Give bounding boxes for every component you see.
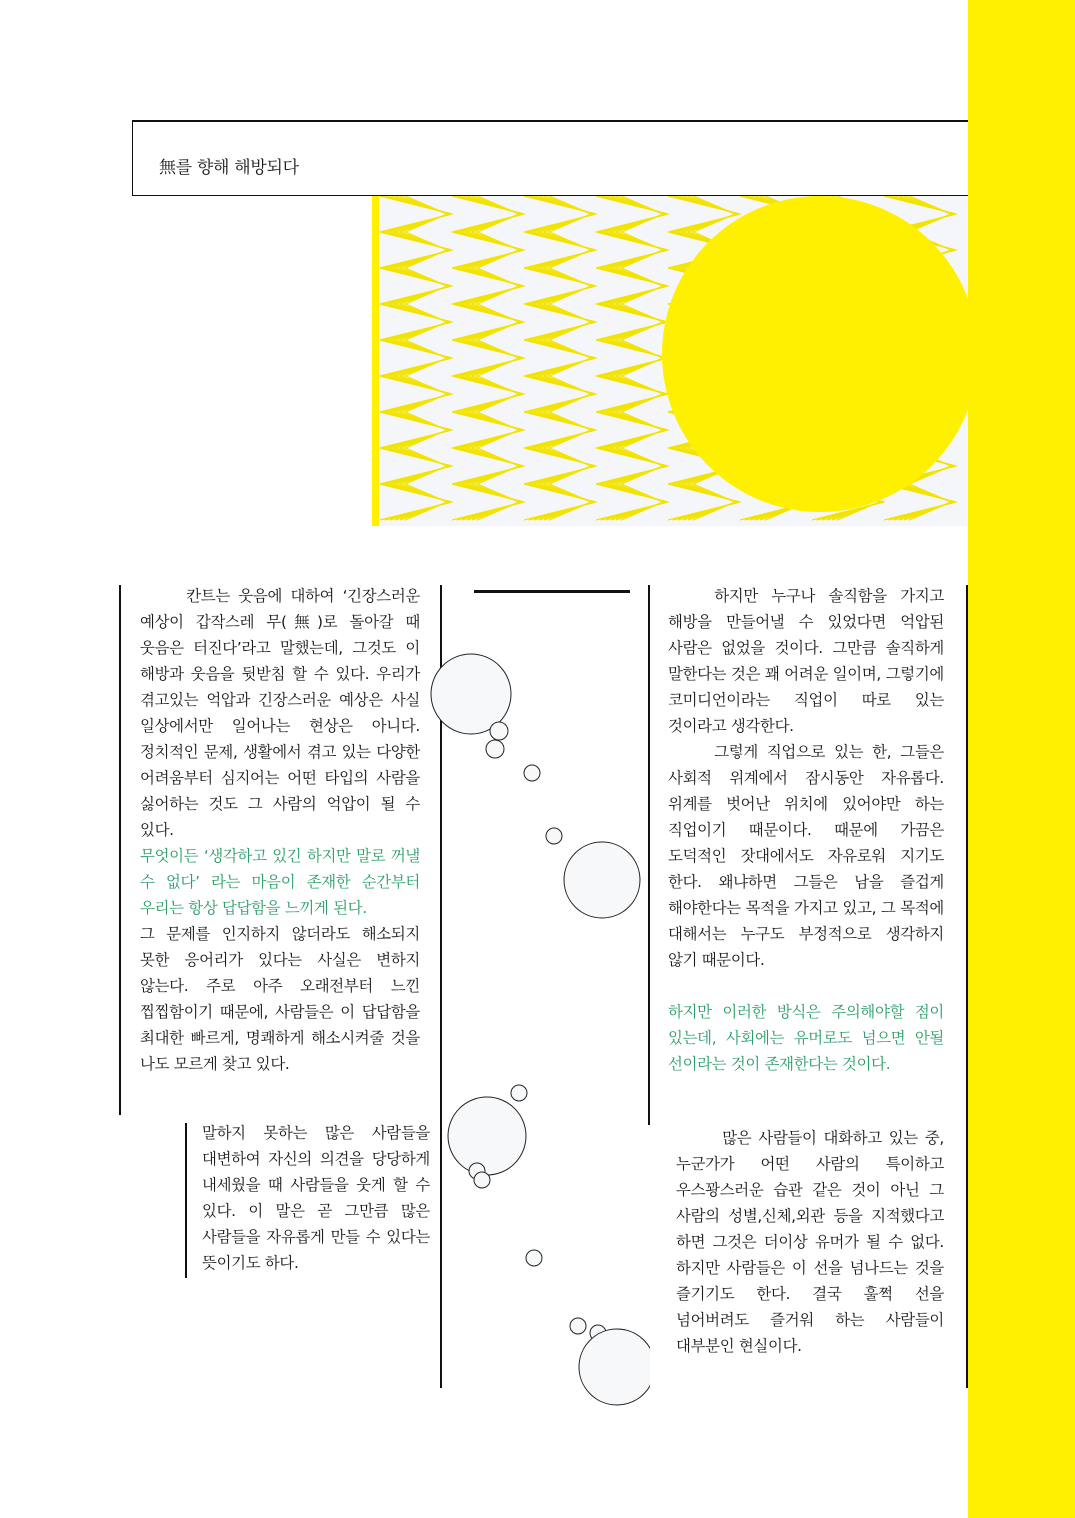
zigzag-line (529, 196, 595, 520)
zigzag-line (462, 196, 522, 520)
zigzag-line (400, 196, 448, 520)
bubble (474, 1172, 490, 1188)
bubble (524, 765, 540, 781)
bubble (448, 1097, 526, 1175)
zigzag-line (611, 196, 665, 520)
bubble (511, 1085, 527, 1101)
page-title: 無를 향해 해방되다 (159, 158, 299, 178)
quote-rule (185, 1123, 187, 1278)
zigzag-line (616, 196, 664, 520)
zigzag-line (544, 196, 592, 520)
zigzag-line (395, 196, 449, 520)
zigzag-line (467, 196, 521, 520)
right-highlight-paragraph: 하지만 이러한 방식은 주의해야할 점이 있는데, 사회에는 유머로도 넘으면 안될 선이라는 것이 존재한다는 것이다. (668, 1003, 944, 1073)
zigzag-line (539, 196, 593, 520)
graphic-left-bar (372, 196, 379, 526)
quote-text: 말하지 못하는 많은 사람들을 대변하여 자신의 의견을 당당하게 내세웠을 때 사람들을 웃게 할 수 있다. 이 말은 곧 그만큼 많은 사람들을 자유롭게 만들 수 있다는 뜻이기도 하다. (202, 1124, 430, 1272)
right-column-top (668, 583, 944, 1077)
bubble (570, 1318, 586, 1334)
bubble (579, 1329, 650, 1405)
hero-graphic-svg (372, 196, 968, 526)
title-box (132, 120, 968, 196)
bubble (526, 1250, 542, 1266)
yellow-side-band (968, 0, 1075, 1518)
right-paragraph-2: 그렇게 직업으로 있는 한, 그들은 사회적 위계에서 잠시동안 자유롭다. 위계를 벗어난 위치에 있어야만 하는 직업이기 때문이다. 때문에 가끔은 도덕적인 잣대에서도 자유로워 지기도 한다. 왜냐하면 그들은 남을 즐겁게 해야한다는 목적을 가지고 있고, 그 목적에 대해서는 누구도 부정적으로 생각하지 않기 때문이다. (668, 743, 944, 969)
zigzag-line (472, 196, 520, 520)
zigzag-line (405, 196, 447, 520)
zigzag-line (390, 196, 450, 520)
right-paragraph-1: 하지만 누구나 솔직함을 가지고 해방을 만들어낼 수 있었다면 억압된 사람은 없었을 것이다. 그만큼 솔직하게 말한다는 것은 꽤 어려운 일이며, 그렇기에 코미디언이라는 직업이 따로 있는 것이라고 생각한다. (668, 587, 944, 735)
zigzag-line (385, 196, 451, 520)
zigzag-line (606, 196, 666, 520)
middle-top-bar (474, 590, 630, 593)
bubble (490, 722, 508, 740)
zigzag-line (457, 196, 523, 520)
bubble (546, 828, 562, 844)
left-column (140, 583, 420, 1077)
zigzag-line (380, 196, 452, 520)
zigzag-line (596, 196, 668, 520)
bubble (486, 740, 504, 758)
left-column-rule (119, 585, 121, 1115)
zigzag-line (524, 196, 596, 520)
left-paragraph-3: 그 문제를 인지하지 않더라도 해소되지 못한 응어리가 있다는 사실은 변하지 않는다. 주로 아주 오래전부터 느낀 찝찝함이기 때문에, 사람들은 이 답답함을 최대한 빠르게, 명쾌하게 해소시켜줄 것을 나도 모르게 찾고 있다. (140, 925, 420, 1073)
zigzag-line (549, 196, 591, 520)
bubbles-decoration (420, 600, 650, 1420)
zigzag-line (477, 196, 519, 520)
zigzag-line (621, 196, 663, 520)
hero-graphic (372, 196, 968, 526)
zigzag-line (601, 196, 667, 520)
right-column-bottom (676, 1125, 944, 1359)
left-paragraph-1: 칸트는 웃음에 대하여 ‘긴장스러운 예상이 갑작스레 무(無)로 돌아갈 때 웃음은 터진다’라고 말했는데, 그것도 이 해방과 웃음을 뒷받침 할 수 있다. 우리가 겪고있는 억압과 긴장스러운 예상은 사실 일상에서만 일어나는 현상은 아니다. 정치적인 문제, 생활에서 겪고 있는 다양한 어려움부터 심지어는 어떤 타입의 사람을 싫어하는 것도 그 사람의 억압이 될 수 있다. (140, 587, 420, 839)
zigzag-line (534, 196, 594, 520)
zigzag-line (452, 196, 524, 520)
bubble (564, 842, 640, 918)
yellow-circle (662, 196, 968, 512)
left-highlight-paragraph: 무엇이든 ‘생각하고 있긴 하지만 말로 꺼낼 수 없다’ 라는 마음이 존재한 순간부터 우리는 항상 답답함을 느끼게 된다. (140, 847, 420, 917)
right-paragraph-4: 많은 사람들이 대화하고 있는 중, 누군가가 어떤 사람의 특이하고 우스꽝스러운 습관 같은 것이 아닌 그 사람의 성별,신체,외관 등을 지적했다고 하면 그것은 더이상 유머가 될 수 없다. 하지만 사람들은 이 선을 넘나드는 것을 즐기기도 한다. 결국 훌쩍 선을 넘어버려도 즐거워 하는 사람들이 대부분인 현실이다. (676, 1129, 944, 1355)
right-column-rule (966, 585, 968, 1388)
quote-block (202, 1120, 430, 1276)
